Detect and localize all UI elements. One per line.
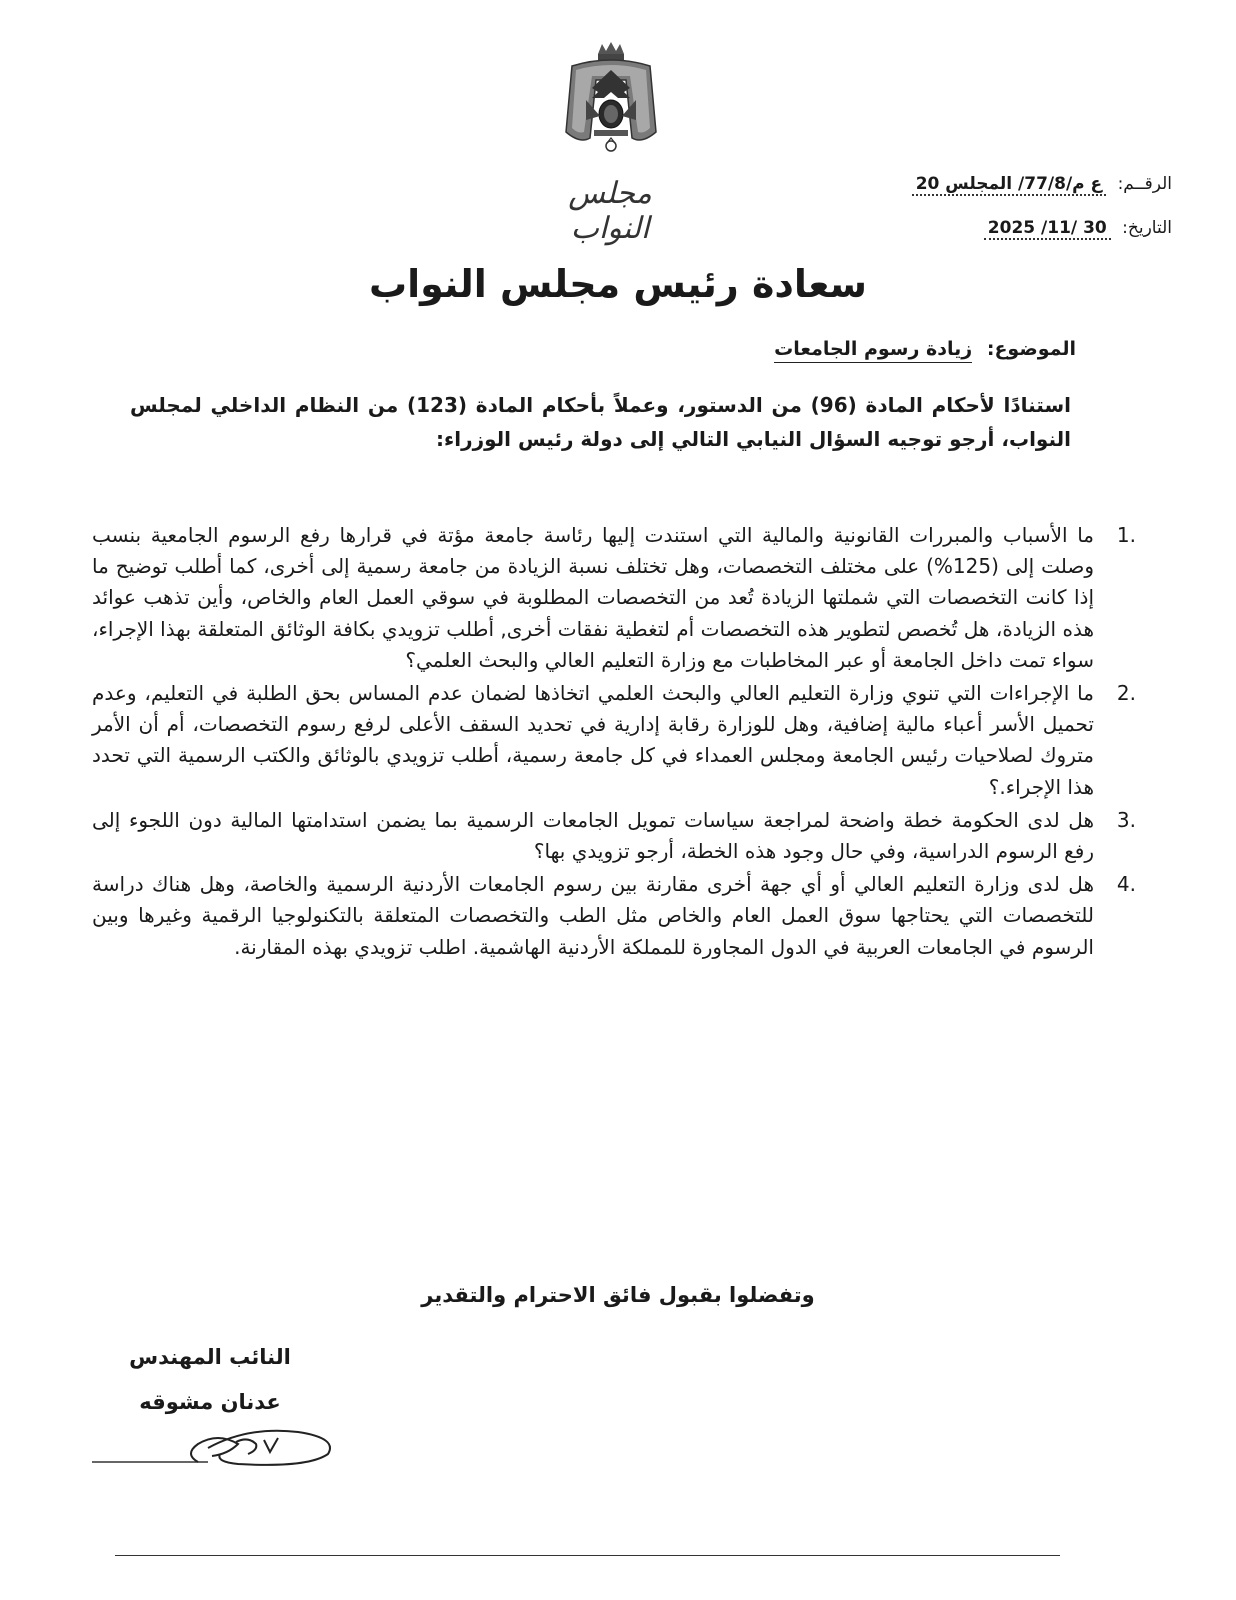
reference-block [752, 168, 1172, 256]
footer-divider [115, 1555, 1060, 1556]
question-number: 2. [1116, 681, 1136, 706]
question-text: هل لدى الحكومة خطة واضحة لمراجعة سياسات تمويل الجامعات الرسمية بما يضمن استدامتها المالية دون اللجوء إلى رفع الرسوم الدراسية، وفي حال وجود هذه الخطة، أرجو تزويدي بها؟ [92, 807, 1094, 864]
coat-of-arms-emblem [552, 40, 670, 160]
reference-number: ع م/77/8/ المجلس 20 [912, 174, 1106, 196]
question-text: هل لدى وزارة التعليم العالي أو أي جهة أخرى مقارنة بين رسوم الجامعات الأردنية الرسمية والخاصة، وهل هناك دراسة للتخصصات التي يحتاجها سوق العمل العام والخاص مثل الطب والتخصصات المتعلقة بالتكنولوجيا الرقمية وغيرها وبين الرسوم في الجامعات العربية في الدول المجاورة للمملكة الأردنية الهاشمية. اطلب تزويدي بهذه المقارنة. [92, 872, 1094, 959]
addressee-heading: سعادة رئيس مجلس النواب [368, 262, 868, 306]
signatory-title: النائب المهندس [129, 1345, 291, 1369]
subject-label: الموضوع: [986, 338, 1076, 360]
reference-label: الرقــم: [1117, 174, 1172, 194]
closing-salutation: وتفضلوا بقبول فائق الاحترام والتقدير [421, 1283, 815, 1307]
question-number: 1. [1116, 523, 1136, 547]
date-row [752, 212, 1172, 256]
question-item [92, 869, 1136, 963]
intro-paragraph: استنادًا لأحكام المادة (96) من الدستور، وعملاً بأحكام المادة (123) من النظام الداخلي لمجلس النواب، أرجو توجيه السؤال النيابي التالي إلى دولة رئيس الوزراء: [130, 393, 1071, 451]
council-name-logotype: مجلس النواب [568, 176, 652, 246]
subject-line [774, 338, 1076, 360]
handwritten-signature [88, 1418, 348, 1478]
question-number: 3. [1116, 807, 1136, 832]
question-item [92, 520, 1136, 676]
signatory-name: عدنان مشوقه [139, 1390, 281, 1414]
question-item [92, 678, 1136, 803]
reference-row [752, 168, 1172, 212]
date-value: 30 /11/ 2025 [984, 218, 1111, 240]
subject-value: زيادة رسوم الجامعات [774, 338, 972, 363]
question-text: ما الإجراءات التي تنوي وزارة التعليم العالي والبحث العلمي اتخاذها لضمان عدم المساس بحق الطلبة في التعليم، وعدم تحميل الأسر أعباء مالية إضافية، وهل للوزارة رقابة إدارية في تحديد السقف الأعلى لرفع رسوم التخصصات، أم أن الأمر متروك لصلاحيات رئيس الجامعة ومجلس العمداء في كل جامعة رسمية، أطلب تزويدي بالوثائق والكتب الرسمية التي تحدد هذا الإجراء.؟ [92, 681, 1094, 799]
questions-list [92, 520, 1136, 965]
question-item [92, 805, 1136, 867]
question-number: 4. [1116, 872, 1136, 897]
date-label: التاريخ: [1122, 218, 1172, 238]
question-text: ما الأسباب والمبررات القانونية والمالية التي استندت إليها رئاسة جامعة مؤتة في قرارها رفع الرسوم الجامعية بنسب وصلت إلى (125%) على مختلف التخصصات، وهل تختلف نسبة الزيادة من جامعة رسمية إلى أخرى، كما أطلب توضيح ما إذا كانت التخصصات التي شملتها الزيادة تُعد من التخصصات المطلوبة في سوقي العمل العام والخاص، وأين تذهب عوائد هذه الزيادة، هل تُخصص لتطوير هذه التخصصات أم لتغطية نفقات أخرى, أطلب تزويدي بكافة الوثائق المتعلقة بهذا الإجراء، سواء تمت داخل الجامعة أو عبر المخاطبات مع وزارة التعليم العالي والبحث العلمي؟ [92, 523, 1094, 672]
